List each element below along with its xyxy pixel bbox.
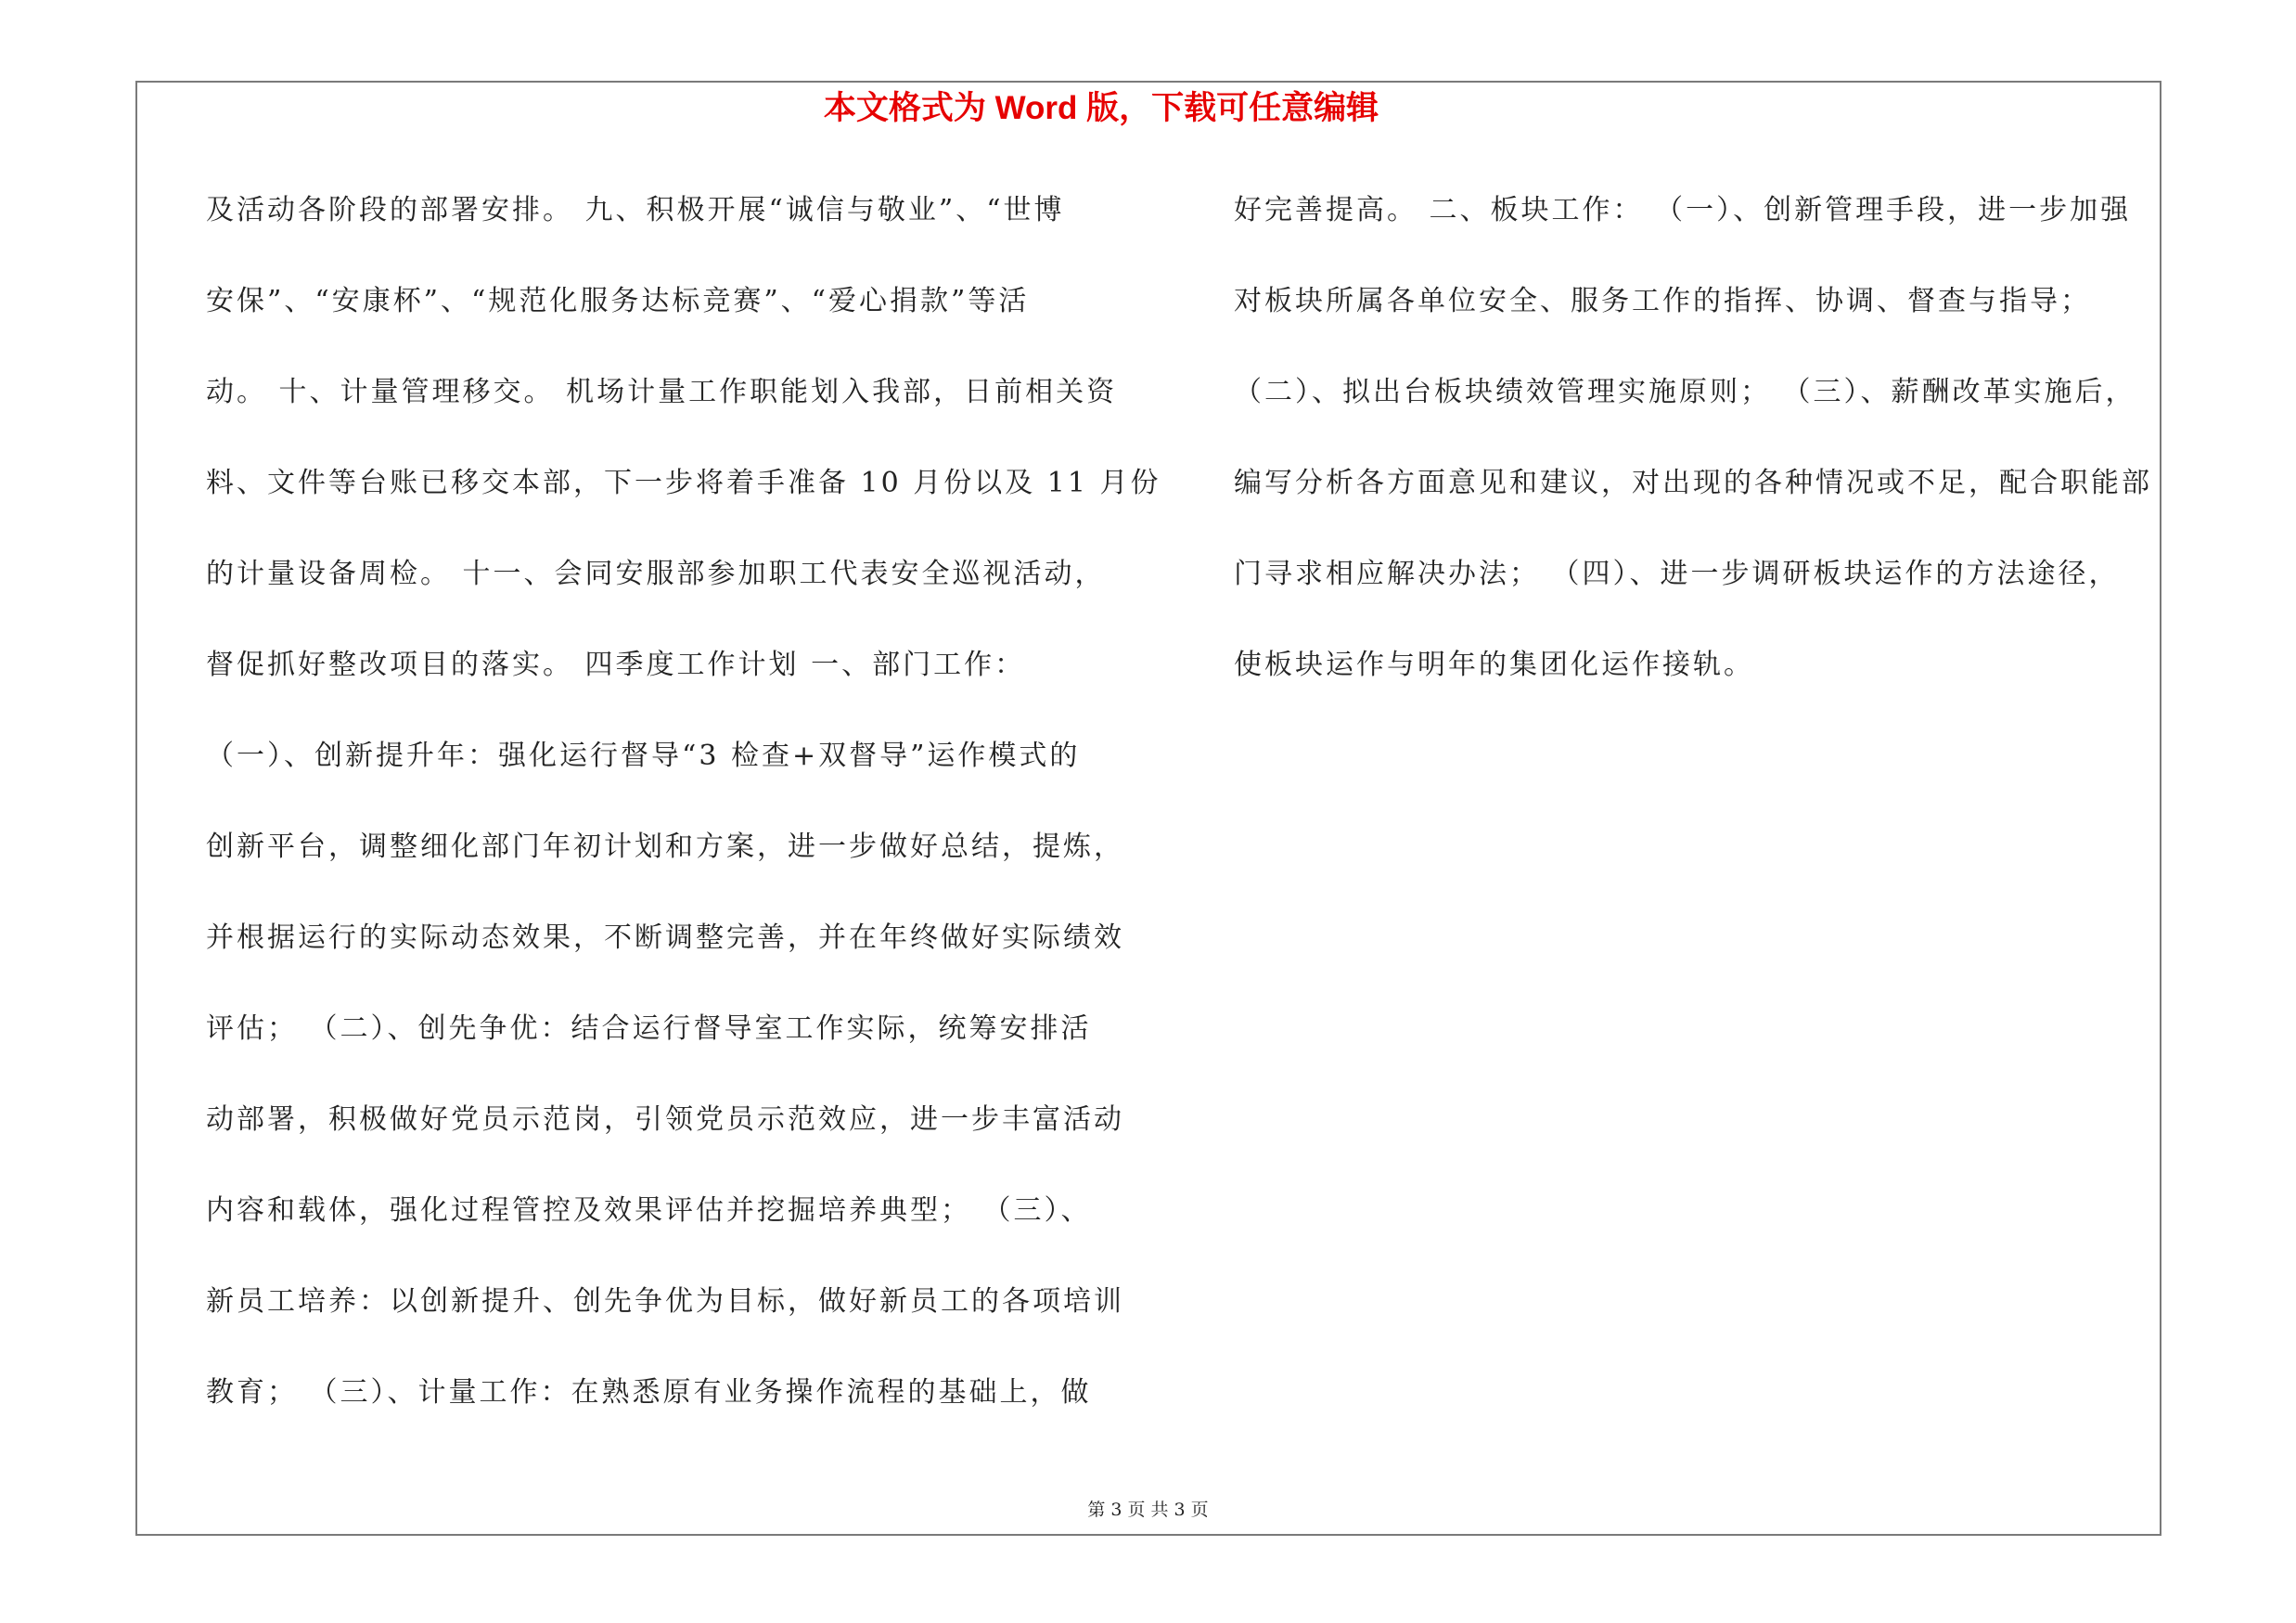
text-line: 好完善提高。 二、板块工作： （一）、创新管理手段，进一步加强 <box>1234 194 2132 226</box>
text-line: 并根据运行的实际动态效果，不断调整完善，并在年终做好实际绩效 <box>206 921 1124 954</box>
page-number-footer: 第 3 页 共 3 页 <box>1087 1500 1209 1520</box>
text-line: 编写分析各方面意见和建议，对出现的各种情况或不足，配合职能部 <box>1234 467 2152 499</box>
right-text-column <box>1234 165 2254 711</box>
text-line: 创新平台，调整细化部门年初计划和方案，进一步做好总结，提炼， <box>206 831 1124 863</box>
text-line: 料、文件等台账已移交本部，下一步将着手准备 10 月份以及 11 月份 <box>206 467 1161 499</box>
text-line: 使板块运作与明年的集团化运作接轨。 <box>1234 649 1754 681</box>
text-line: 内容和载体，强化过程管控及效果评估并挖掘培养典型； （三）、 <box>206 1194 1092 1227</box>
text-line: 新员工培养：以创新提升、创先争优为目标，做好新员工的各项培训 <box>206 1285 1124 1318</box>
text-line: 教育； （三）、计量工作：在熟悉原有业务操作流程的基础上，做 <box>206 1376 1092 1409</box>
text-line: （二）、拟出台板块绩效管理实施原则； （三）、薪酬改革实施后， <box>1234 376 2136 408</box>
text-line: 门寻求相应解决办法； （四）、进一步调研板块运作的方法途径， <box>1234 558 2120 590</box>
text-line: 督促抓好整改项目的落实。 四季度工作计划 一、部门工作： <box>206 649 1026 681</box>
text-line: （一）、创新提升年：强化运行督导“3 检查+双督导”运作模式的 <box>206 740 1081 772</box>
text-line: 评估； （二）、创先争优：结合运行督导室工作实际，统筹安排活 <box>206 1012 1092 1045</box>
left-text-column <box>206 165 1189 1438</box>
text-line: 安保”、“安康杯”、“规范化服务达标竞赛”、“爱心捐款”等活 <box>206 285 1030 317</box>
text-line: 动。 十、计量管理移交。 机场计量工作职能划入我部，日前相关资 <box>206 376 1118 408</box>
text-line: 的计量设备周检。 十一、会同安服部参加职工代表安全巡视活动， <box>206 558 1106 590</box>
text-line: 及活动各阶段的部署安排。 九、积极开展“诚信与敬业”、“世博 <box>206 194 1065 226</box>
text-line: 动部署，积极做好党员示范岗，引领党员示范效应，进一步丰富活动 <box>206 1103 1124 1136</box>
document-header-notice: 本文格式为 Word 版，下载可任意编辑 <box>823 90 1379 126</box>
text-line: 对板块所属各单位安全、服务工作的指挥、协调、督查与指导； <box>1234 285 2091 317</box>
